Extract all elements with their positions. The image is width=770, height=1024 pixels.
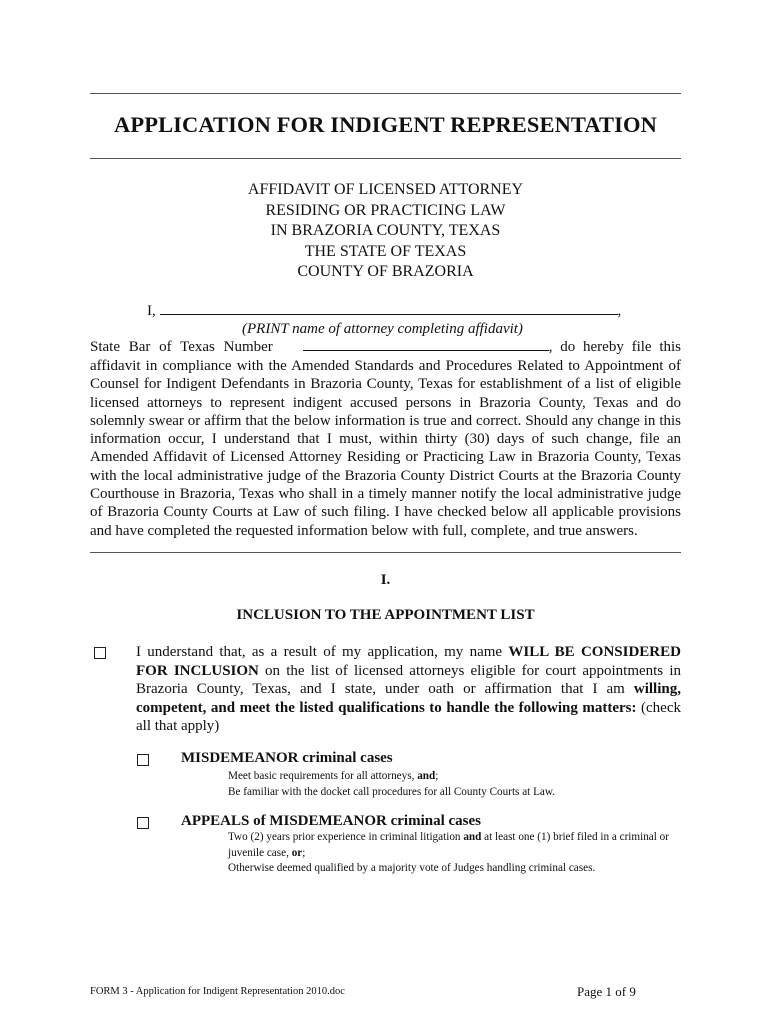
requirement-bold: and xyxy=(463,831,482,843)
requirement-line xyxy=(228,830,681,861)
requirement-text: at least one (1) brief filed in a criminal or juvenile case, xyxy=(228,831,670,859)
statement-bold: WILL BE CONSIDERED FOR INCLUSION xyxy=(136,644,681,679)
requirement-text: Meet basic requirements for all attorneys, xyxy=(228,770,418,782)
inclusion-statement xyxy=(136,643,681,736)
affidavit-heading-line: IN BRAZORIA COUNTY, TEXAS xyxy=(270,222,501,239)
title-rule xyxy=(90,158,681,159)
affidavit-heading-line: RESIDING OR PRACTICING LAW xyxy=(265,201,506,219)
section-rule xyxy=(90,552,681,553)
footer-filename: FORM 3 - Application for Indigent Representation 2010.doc xyxy=(90,986,345,997)
appeals-checkbox[interactable] xyxy=(137,817,149,829)
affidavit-body: affidavit in compliance with the Amended Standards and Procedures Related to Appointment of Counsel for Indigent Defendants in Brazoria County, Texas for establishment of a list of eligible licensed attorneys to represent indigent accused persons in Brazoria County, Texas and do solemnly swear or affirm that the below information is true and correct. Should any change in this information occur, I understand that I must, within thirty (30) days of such change, file an Amended Affidavit of Licensed Attorney Residing or Practicing Law in Brazoria County, Texas with the local administrative judge of the Brazoria County District Courts at the Brazoria County Courthouse in Brazoria, Texas who shall in a timely manner notify the local administrative judge of Brazoria County Courts at Law of such filing. I have checked below all applicable provisions and have completed the requested information below with full, complete, and true answers. xyxy=(90,358,681,539)
attorney-name-line xyxy=(147,302,621,320)
requirement-text: ; xyxy=(435,770,439,782)
statement-text: on the list of licensed attorneys eligible for court appointments in Brazoria County, Texas, and I state, under oath or affirmation that I am xyxy=(136,662,681,697)
attorney-name-field[interactable] xyxy=(160,302,618,315)
section-number: I. xyxy=(380,572,391,588)
requirement-line xyxy=(228,769,681,785)
bar-number-line xyxy=(90,338,681,356)
name-prefix: I, xyxy=(147,303,156,319)
affidavit-heading-line: THE STATE OF TEXAS xyxy=(304,242,467,260)
requirement-line: Otherwise deemed qualified by a majority vote of Judges handling criminal cases. xyxy=(228,862,596,874)
affidavit-heading-line: AFFIDAVIT OF LICENSED ATTORNEY xyxy=(247,181,524,198)
requirement-bold: and xyxy=(417,770,436,782)
requirement-text: Two (2) years prior experience in criminal litigation xyxy=(228,831,464,843)
misdemeanor-option-title: MISDEMEANOR criminal cases xyxy=(181,750,393,766)
requirement-bold: or xyxy=(291,846,303,859)
inclusion-checkbox[interactable] xyxy=(94,647,106,659)
appeals-option-title: APPEALS of MISDEMEANOR criminal cases xyxy=(181,813,481,829)
misdemeanor-checkbox[interactable] xyxy=(137,754,149,766)
affidavit-heading xyxy=(90,180,681,283)
bar-number-suffix: , do hereby file this xyxy=(548,339,681,355)
affidavit-heading-line: COUNTY OF BRAZORIA xyxy=(297,263,474,280)
attorney-name-caption: (PRINT name of attorney completing affidavit) xyxy=(242,321,523,337)
requirement-text: ; xyxy=(302,846,306,859)
requirement-line: Be familiar with the docket call procedures for all County Courts at Law. xyxy=(228,785,556,798)
misdemeanor-requirements xyxy=(228,769,681,800)
section-heading: INCLUSION TO THE APPOINTMENT LIST xyxy=(236,607,535,623)
appeals-requirements xyxy=(228,830,681,877)
page-title: APPLICATION FOR INDIGENT REPRESENTATION xyxy=(114,112,657,137)
name-suffix: , xyxy=(617,303,622,319)
bar-number-prefix: State Bar of Texas Number xyxy=(90,339,273,355)
statement-text: (check all that apply) xyxy=(136,699,681,734)
statement-bold: willing, competent, and meet the listed qualifications to handle the following matters: xyxy=(136,681,681,716)
statement-text: I understand that, as a result of my application, my name xyxy=(136,644,509,660)
footer-page-number: Page 1 of 9 xyxy=(577,984,636,999)
top-rule xyxy=(90,93,681,94)
bar-number-field[interactable] xyxy=(303,338,549,351)
